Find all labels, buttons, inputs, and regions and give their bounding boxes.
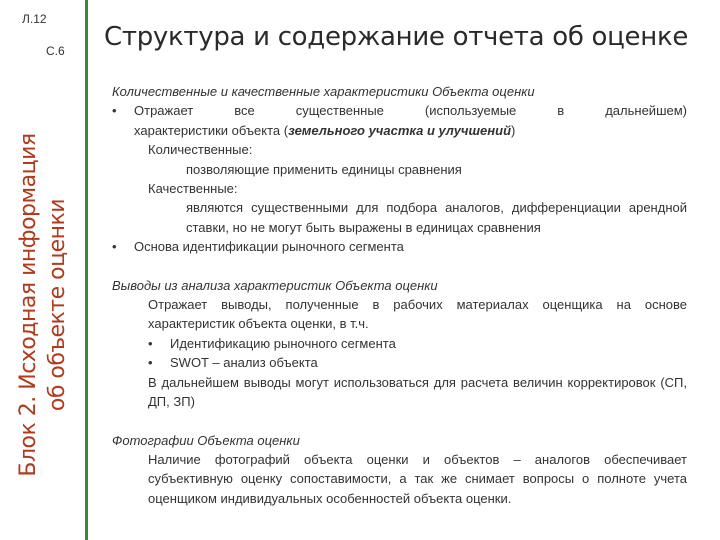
qualitative-label: Качественные: [148, 181, 238, 197]
section2-para1: Отражает выводы, полученные в рабочих материалах оценщика на основе характеристик объекта оценки, в т.ч. [148, 297, 687, 332]
section1-bullet2 [112, 237, 687, 256]
side-title-line1: Блок 2. Исходная информация [16, 133, 41, 477]
section1-bullet1-line2 [134, 121, 687, 140]
side-title [14, 90, 78, 520]
bullet-marker: • [148, 335, 153, 351]
quantitative-text: позволяющие применить единицы сравнения [186, 161, 462, 177]
bullet-marker: • [112, 239, 117, 255]
side-title-container [14, 90, 78, 520]
section2-bullet1-text: Идентификацию рыночного сегмента [170, 335, 396, 351]
section1-bullet1-post: ) [511, 122, 516, 138]
section2-heading: Выводы из анализа характеристик Объекта оценки [112, 277, 438, 293]
section1-bullet1-line1: Отражает все существенные (используемые в дальнейшем) [134, 103, 687, 119]
section1-bullet1 [112, 101, 687, 140]
bullet-marker: • [112, 103, 117, 119]
section3-heading: Фотографии Объекта оценки [112, 432, 300, 448]
page-title: Структура и содержание отчета об оценке [104, 22, 689, 52]
side-title-line2: об объекте оценки [45, 198, 70, 412]
slide-number: С.6 [46, 44, 65, 58]
section1-bullet1-bold: земельного участка и улучшений [288, 122, 512, 138]
section2-bullet2 [112, 353, 687, 372]
lecture-number: Л.12 [22, 12, 47, 26]
quantitative-label: Количественные: [148, 142, 253, 158]
qualitative-text: являются существенными для подбора аналогов, дифференциации арендной ставки, но не могут быть выражены в единицах сравнения [186, 200, 687, 235]
section3-para: Наличие фотографий объекта оценки и объектов – аналогов обеспечивает субъективную оценку сопоставимости, а так же снимает вопросы о полноте учета оценщиком индивидуальных особенностей объекта оценки. [148, 451, 687, 506]
section1-bullet1-text [134, 101, 687, 140]
section2-bullet1 [112, 334, 687, 353]
section1-bullet1-pre: характеристики объекта ( [134, 122, 289, 138]
section1-bullet2-text: Основа идентификации рыночного сегмента [134, 239, 404, 255]
slide-content [112, 82, 687, 508]
section1-heading: Количественные и качественные характеристики Объекта оценки [112, 84, 535, 99]
section2-bullet2-text: SWOT – анализ объекта [170, 355, 318, 371]
section2-para2: В дальнейшем выводы могут использоваться для расчета величин корректировок (СП, ДП, ЗП) [148, 374, 687, 410]
vertical-divider [85, 0, 88, 540]
bullet-marker: • [148, 355, 153, 371]
